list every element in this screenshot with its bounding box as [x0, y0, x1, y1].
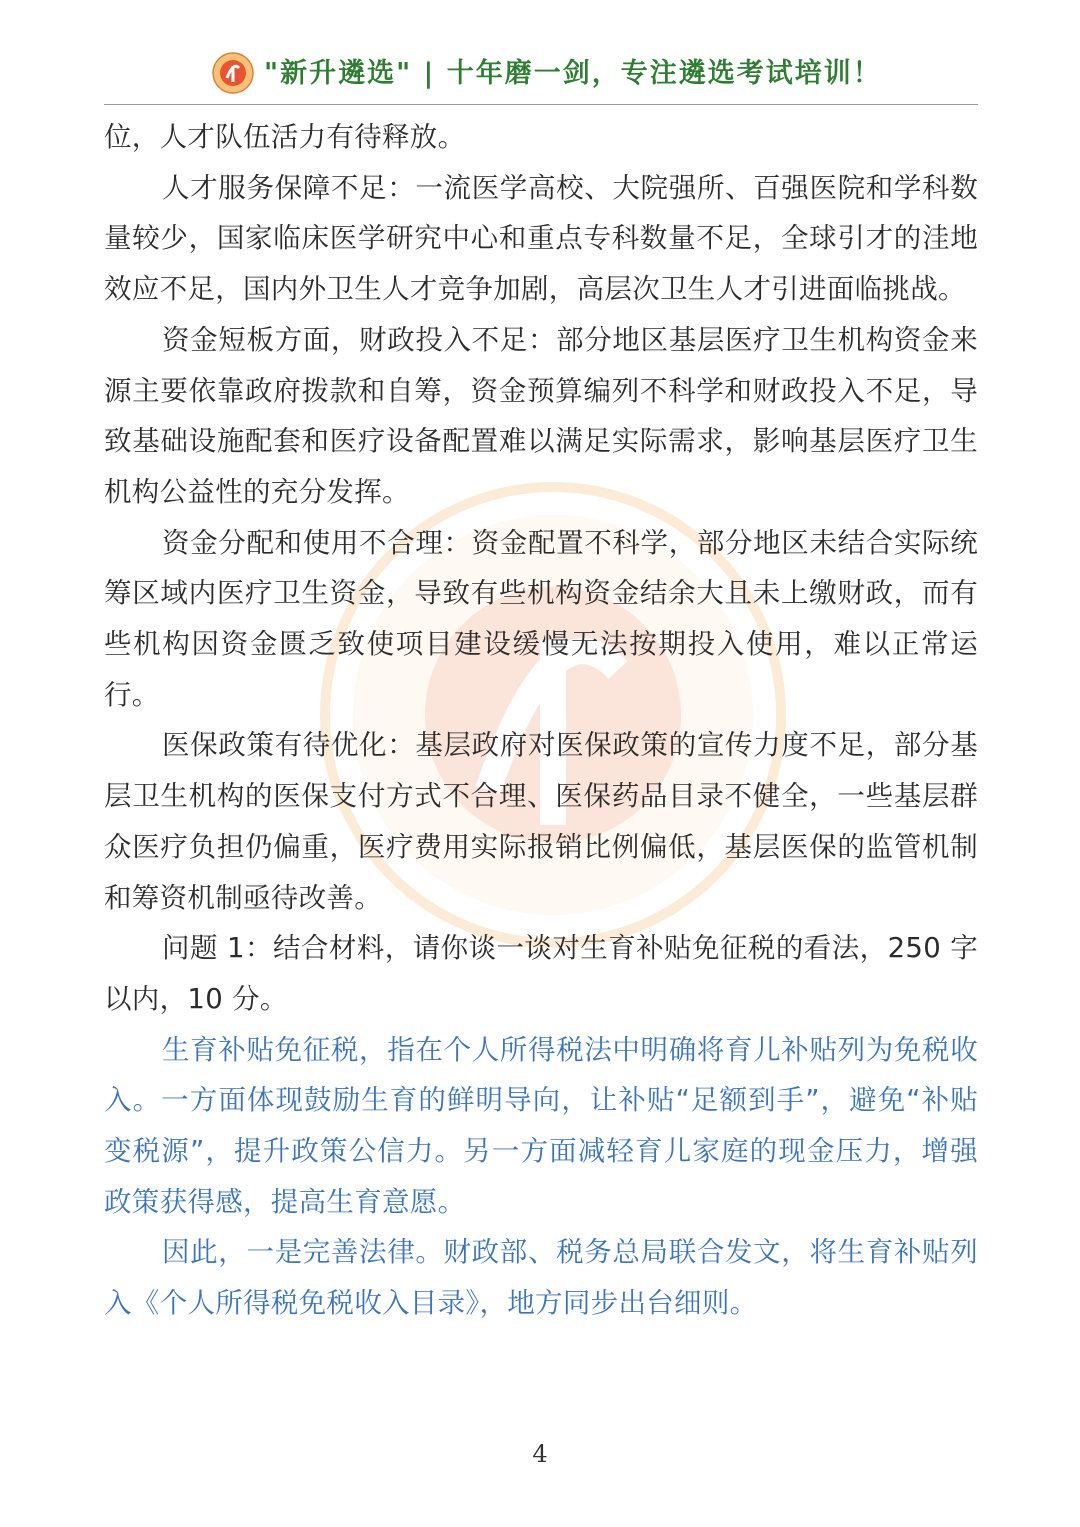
header-slogan: "新升遴选" | 十年磨一剑，专注遴选考试培训！ [264, 58, 882, 89]
page-header [104, 52, 978, 105]
document-body [104, 112, 978, 1329]
answer-paragraph-2: 因此，一是完善法律。财政部、税务总局联合发文，将生育补贴列入《个人所得税免税收入目录》，地方同步出台细则。 [104, 1236, 978, 1320]
paragraph-funding-allocation: 资金分配和使用不合理：资金配置不科学，部分地区未结合实际统筹区域内医疗卫生资金，导致有些机构资金结余大且未上缴财政，而有些机构因资金匮乏致使项目建设缓慢无法按期投入使用，难以正常运行。 [104, 526, 978, 711]
paragraph-medical-insurance: 医保政策有待优化：基层政府对医保政策的宣传力度不足，部分基层卫生机构的医保支付方式不合理、医保药品目录不健全，一些基层群众医疗负担仍偏重，医疗费用实际报销比例偏低，基层医保的监管机制和筹资机制亟待改善。 [104, 729, 978, 914]
page-number: 4 [532, 1440, 548, 1468]
paragraph-continuation: 位，人才队伍活力有待释放。 [104, 121, 466, 153]
brand-seal-logo-icon [212, 52, 254, 94]
paragraph-funding-shortfall: 资金短板方面，财政投入不足：部分地区基层医疗卫生机构资金来源主要依靠政府拨款和自筹，资金预算编列不科学和财政投入不足，导致基础设施配套和医疗设备配置难以满足实际需求，影响基层医疗卫生机构公益性的充分发挥。 [104, 323, 978, 508]
paragraph-talent-services: 人才服务保障不足：一流医学高校、大院强所、百强医院和学科数量较少，国家临床医学研究中心和重点专科数量不足，全球引才的洼地效应不足，国内外卫生人才竞争加剧，高层次卫生人才引进面临挑战。 [104, 171, 978, 306]
answer-paragraph-1: 生育补贴免征税，指在个人所得税法中明确将育儿补贴列为免税收入。一方面体现鼓励生育的鲜明导向，让补贴“足额到手”，避免“补贴变税源”，提升政策公信力。另一方面减轻育儿家庭的现金压力，增强政策获得感，提高生育意愿。 [104, 1033, 978, 1218]
question-1: 问题 1：结合材料，请你谈一谈对生育补贴免征税的看法，250 字以内，10 分。 [104, 932, 978, 1015]
